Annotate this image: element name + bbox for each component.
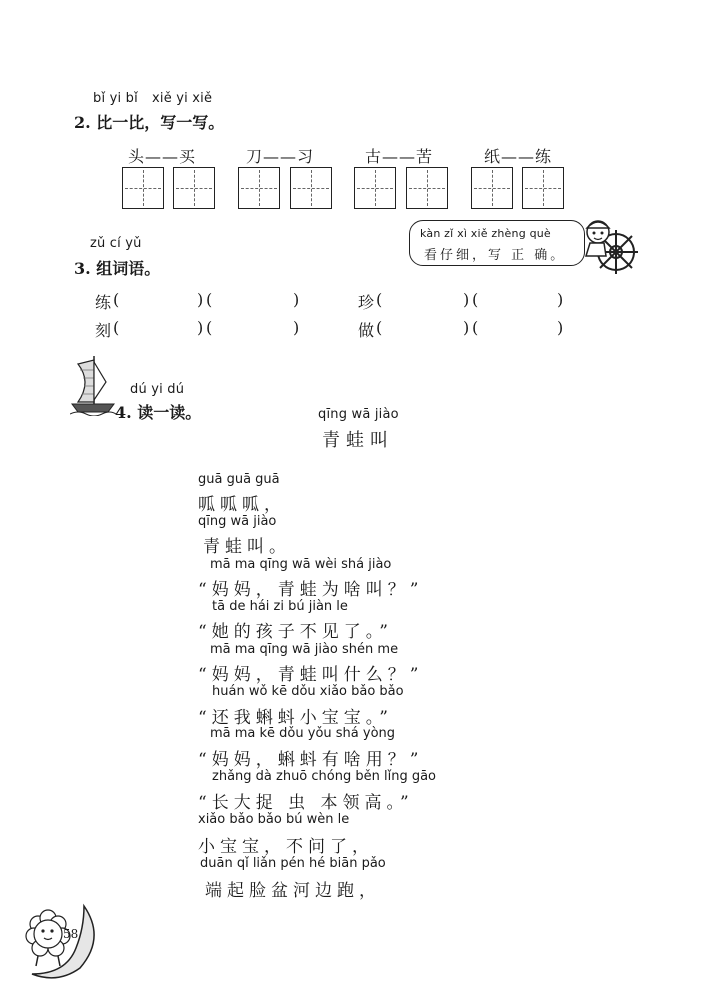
paren-open: ( xyxy=(113,290,120,309)
word-row1-right-char: 珍 xyxy=(358,293,375,312)
paren-open: ( xyxy=(376,318,383,337)
poem-title-pinyin: qīng wā jiào xyxy=(318,407,399,422)
word-blank-input[interactable] xyxy=(479,320,555,340)
poem-line-pinyin: guā guā guā xyxy=(198,472,280,487)
section2-pinyin-a: bǐ yi bǐ xyxy=(93,91,138,106)
paren-close: ) xyxy=(557,318,564,337)
writing-box-2b[interactable] xyxy=(290,167,332,209)
poem-line-pinyin: mā ma qīng wā jiào shén me xyxy=(210,642,399,657)
section4-pinyin: dú yi dú xyxy=(130,382,185,397)
section3-heading: 3. 组词语。 xyxy=(74,259,161,278)
writing-box-2a[interactable] xyxy=(238,167,280,209)
word-blank-input[interactable] xyxy=(479,292,555,312)
word-row2-right-char: 做 xyxy=(358,321,375,340)
poem-line-text: “妈妈，青蛙叫什么？” xyxy=(198,665,424,685)
poem-line-pinyin: zhǎng dà zhuō chóng běn lǐng gāo xyxy=(212,769,436,784)
poem-line-text: “妈妈，蝌蚪有啥用？” xyxy=(198,750,424,770)
poem-line-text: “她的孩子不见了。” xyxy=(198,622,393,642)
section2-heading: 2. 比一比，写一写。 xyxy=(74,113,225,132)
sailor-wheel-icon xyxy=(572,212,640,274)
section2-pinyin-b: xiě yi xiě xyxy=(152,91,213,106)
word-blank-input[interactable] xyxy=(120,292,196,312)
poem-line-text: “妈妈，青蛙为啥叫？” xyxy=(198,580,424,600)
tip-pinyin: kàn zǐ xì xiě zhèng què xyxy=(420,227,551,240)
section4-heading: 4. 读一读。 xyxy=(115,403,202,422)
poem-line-pinyin: xiǎo bǎo bǎo bú wèn le xyxy=(198,812,350,827)
writing-box-4b[interactable] xyxy=(522,167,564,209)
paren-close: ) xyxy=(463,290,470,309)
writing-box-1a[interactable] xyxy=(122,167,164,209)
paren-close: ) xyxy=(197,318,204,337)
paren-close: ) xyxy=(293,290,300,309)
sailboat-icon xyxy=(70,352,116,416)
poem-line-text: “长大捉 虫 本领高。” xyxy=(198,793,414,813)
poem-line-pinyin: huán wǒ kē dǒu xiǎo bǎo bǎo xyxy=(212,684,404,699)
tip-text: 看仔细，写 正 确。 xyxy=(424,248,567,263)
paren-open: ( xyxy=(472,318,479,337)
poem-line-pinyin: duān qǐ liǎn pén hé biān pǎo xyxy=(200,856,386,871)
paren-close: ) xyxy=(557,290,564,309)
pair-label-4: 纸——练 xyxy=(484,147,553,166)
word-row1-left-char: 练 xyxy=(95,293,112,312)
paren-open: ( xyxy=(113,318,120,337)
pair-label-1: 头——买 xyxy=(128,147,197,166)
word-blank-input[interactable] xyxy=(383,320,461,340)
moon-sheep-icon xyxy=(14,898,106,982)
poem-line-text: 端起脸盆河边跑， xyxy=(205,881,381,901)
paren-close: ) xyxy=(463,318,470,337)
writing-box-4a[interactable] xyxy=(471,167,513,209)
writing-box-1b[interactable] xyxy=(173,167,215,209)
poem-line-text: 青蛙叫。 xyxy=(203,537,291,557)
pair-label-2: 刀——习 xyxy=(246,147,315,166)
word-blank-input[interactable] xyxy=(383,292,461,312)
poem-line-pinyin: qīng wā jiào xyxy=(198,514,277,529)
paren-open: ( xyxy=(206,290,213,309)
paren-open: ( xyxy=(376,290,383,309)
section3-pinyin: zǔ cí yǔ xyxy=(90,236,142,251)
poem-line-text: 小宝宝，不问了， xyxy=(198,837,374,857)
writing-box-3b[interactable] xyxy=(406,167,448,209)
page-number: 58 xyxy=(63,927,79,941)
word-row2-left-char: 刻 xyxy=(95,321,112,340)
poem-line-pinyin: mā ma kē dǒu yǒu shá yòng xyxy=(210,726,396,741)
word-blank-input[interactable] xyxy=(120,320,196,340)
word-blank-input[interactable] xyxy=(213,292,291,312)
paren-close: ) xyxy=(197,290,204,309)
tip-bubble xyxy=(409,220,585,266)
poem-title: 青蛙叫 xyxy=(322,430,394,451)
writing-box-3a[interactable] xyxy=(354,167,396,209)
poem-line-pinyin: tā de hái zi bú jiàn le xyxy=(212,599,348,614)
poem-line-text: “还我蝌蚪小宝宝。” xyxy=(198,708,393,728)
poem-line-pinyin: mā ma qīng wā wèi shá jiào xyxy=(210,557,392,572)
paren-open: ( xyxy=(472,290,479,309)
paren-close: ) xyxy=(293,318,300,337)
paren-open: ( xyxy=(206,318,213,337)
pair-label-3: 古——苦 xyxy=(365,147,434,166)
poem-line-text: 呱呱呱， xyxy=(198,495,286,515)
word-blank-input[interactable] xyxy=(213,320,291,340)
